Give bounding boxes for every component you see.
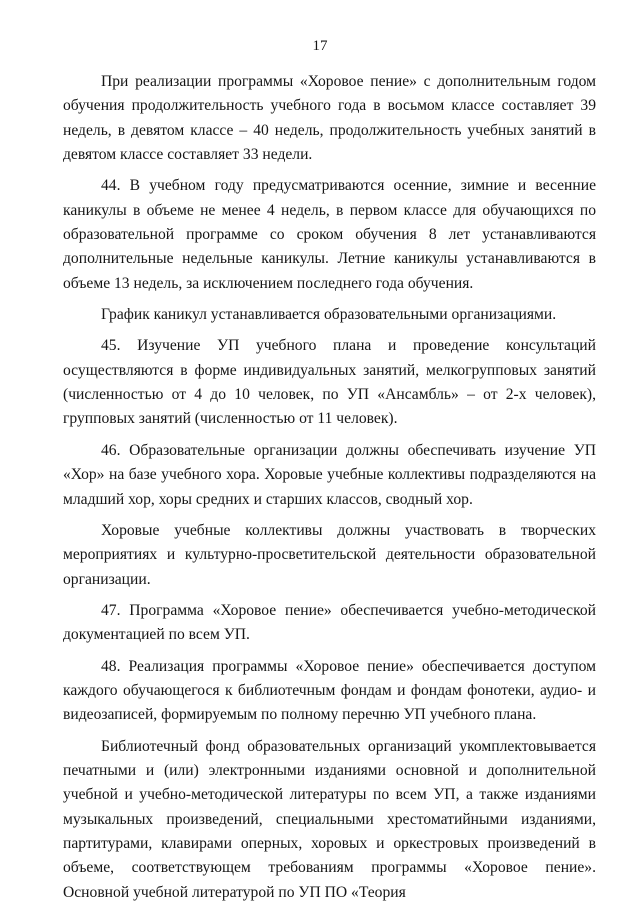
paragraph-46-choir: 46. Образовательные организации должны обеспечивать изучение УП «Хор» на базе учебного хора. Хоровые учебные коллективы подразделяются на младший хор, хоры средних и старших классов, сводный хор. [63,441,596,508]
paragraph-duration: При реализации программы «Хоровое пение» с дополнительным годом обучения продолжительность учебного года в восьмом классе составляет 39 недель, в девятом классе – 40 недель, продолжительность учебных занятий в девятом классе составляет 33 недели. [63,73,596,164]
paragraph-44-holidays: 44. В учебном году предусматриваются осенние, зимние и весенние каникулы в объеме не менее 4 недель, в первом классе для обучающихся по образовательной программе со сроком обучения 8 лет устанавливаются дополнительные недельные каникулы. Летние каникулы устанавливаются в объеме 13 недель, за исключением последнего года обучения. [63,177,596,292]
paragraph-47-documentation: 47. Программа «Хоровое пение» обеспечивается учебно-методической документацией по всем УП. [63,601,596,644]
paragraph-holiday-schedule: График каникул устанавливается образовательными организациями. [101,306,557,324]
paragraph-45-lessons: 45. Изучение УП учебного плана и проведение консультаций осуществляются в форме индивидуальных занятий, мелкогрупповых занятий (численностью от 4 до 10 человек, по УП «Ансамбль» – от 2-х человек), групповых занятий (численностью от 11 человек). [63,337,596,428]
paragraph-48-library-access: 48. Реализация программы «Хоровое пение» обеспечивается доступом каждого обучающегося к библиотечным фондам и фондам фонотеки, аудио- и видеозаписей, формируемым по полному перечню УП учебного плана. [63,657,596,724]
body-text [63,70,596,912]
page-number: 17 [312,38,328,54]
paragraph-choir-events: Хоровые учебные коллективы должны участвовать в творческих мероприятиях и культурно-просветительской деятельности образовательной организации. [63,521,596,588]
paragraph-library-fund: Библиотечный фонд образовательных организаций укомплектовывается печатными и (или) электронными изданиями основной и дополнительной учебной и учебно-методической литературы по всем УП, а также изданиями музыкальных произведений, специальными хрестоматийными изданиями, партитурами, клавирами оперных, хоровых и оркестровых произведений в объеме, соответствующем требованиям программы «Хоровое пение». Основной учебной литературой по УП ПО «Теория [63,737,596,901]
